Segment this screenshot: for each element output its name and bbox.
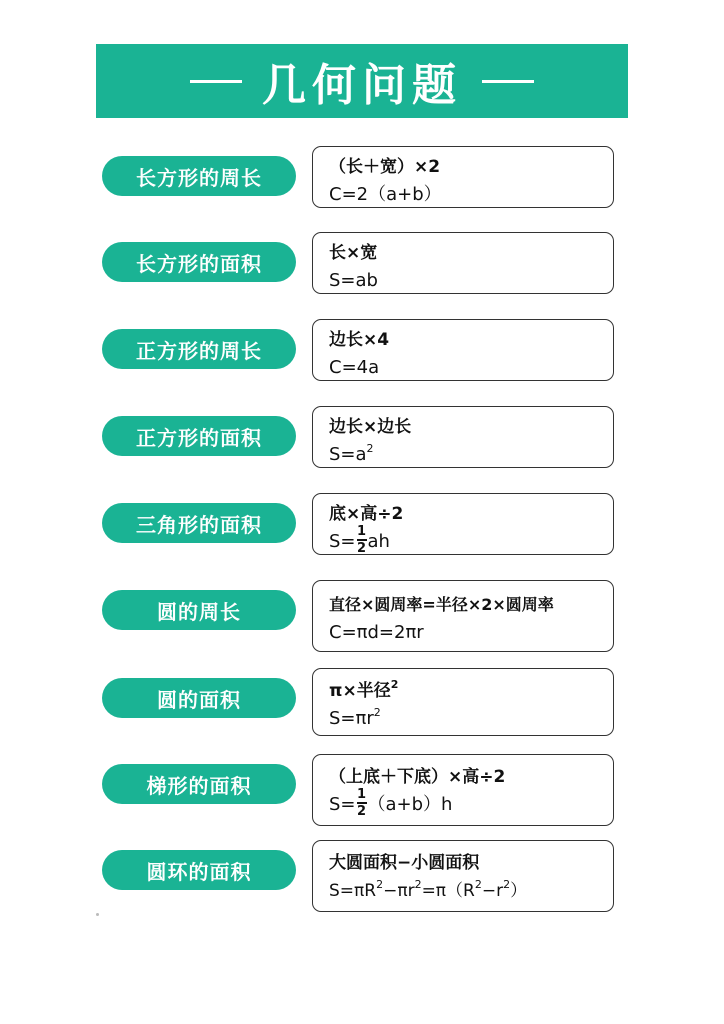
- formula-symbols: [329, 877, 613, 905]
- exponent: 2: [390, 678, 399, 691]
- formula-text: −πr: [383, 881, 415, 901]
- formula-text: S=a: [329, 444, 367, 465]
- formula-box: [312, 406, 614, 468]
- formula-box: [312, 754, 614, 826]
- formula-words: 底×高÷2: [329, 504, 404, 524]
- formula-text: S=πR: [329, 881, 377, 901]
- denominator: 2: [356, 540, 367, 556]
- formula-box: [312, 319, 614, 381]
- formula-words: 直径×圆周率=半径×2×圆周率: [329, 595, 554, 614]
- formula-box: [312, 146, 614, 208]
- formula-words: 边长×边长: [329, 417, 412, 437]
- formula-symbols: [329, 787, 613, 819]
- formula-text: S=πr: [329, 708, 374, 729]
- formula-row-rect-perimeter: [0, 146, 724, 216]
- numerator: 1: [356, 524, 367, 540]
- exponent: 2: [366, 442, 374, 455]
- topic-pill: 长方形的面积: [102, 242, 296, 282]
- formula-words: 大圆面积−小圆面积: [329, 853, 480, 873]
- formula-row-square-perimeter: [0, 319, 724, 389]
- denominator: 2: [356, 803, 367, 819]
- formula-symbols: [329, 705, 613, 733]
- topic-pill: 正方形的面积: [102, 416, 296, 456]
- formula-text: （a+b）h: [367, 794, 453, 815]
- formula-text: =π（R: [421, 881, 475, 901]
- topic-pill: 圆的面积: [102, 678, 296, 718]
- formula-row-annulus-area: [0, 840, 724, 910]
- formula-row-circle-area: [0, 668, 724, 738]
- formula-text: ah: [367, 531, 390, 552]
- numerator: 1: [356, 787, 367, 803]
- formula-box: [312, 840, 614, 912]
- exponent: 2: [414, 878, 422, 891]
- topic-pill: 圆的周长: [102, 590, 296, 630]
- formula-box: [312, 668, 614, 736]
- formula-symbols: C=πd=2πr: [329, 622, 424, 643]
- formula-row-circle-perimeter: [0, 580, 724, 650]
- fraction: [357, 525, 367, 555]
- formula-symbols: C=4a: [329, 357, 380, 378]
- formula-symbols: [329, 524, 613, 556]
- formula-box: [312, 493, 614, 555]
- topic-pill: 梯形的面积: [102, 764, 296, 804]
- formula-text: π×半径: [329, 681, 391, 701]
- formula-words: 长×宽: [329, 243, 378, 263]
- formula-words: （长＋宽）×2: [329, 157, 441, 177]
- scan-speck: [96, 913, 99, 916]
- formula-text: S=: [329, 794, 356, 815]
- exponent: 2: [503, 878, 511, 891]
- formula-symbols: C=2（a+b）: [329, 184, 442, 205]
- exponent: 2: [474, 878, 482, 891]
- topic-pill: 圆环的面积: [102, 850, 296, 890]
- formula-text: S=: [329, 531, 356, 552]
- exponent: 2: [376, 878, 384, 891]
- topic-pill: 三角形的面积: [102, 503, 296, 543]
- formula-text: ）: [510, 881, 528, 901]
- formula-text: −r: [481, 881, 504, 901]
- exponent: 2: [373, 706, 381, 719]
- right-dash: [482, 80, 534, 83]
- formula-symbols: S=ab: [329, 270, 378, 291]
- title-banner: [96, 44, 628, 118]
- formula-row-square-area: [0, 406, 724, 476]
- left-dash: [190, 80, 242, 83]
- formula-box: [312, 580, 614, 652]
- topic-pill: 正方形的周长: [102, 329, 296, 369]
- formula-row-triangle-area: [0, 493, 724, 563]
- page-title: 几何问题: [262, 60, 462, 111]
- formula-row-trapezoid-area: [0, 754, 724, 824]
- formula-row-rect-area: [0, 232, 724, 302]
- formula-box: [312, 232, 614, 294]
- topic-pill: 长方形的周长: [102, 156, 296, 196]
- formula-words: 边长×4: [329, 330, 390, 350]
- formula-words: （上底＋下底）×高÷2: [329, 767, 506, 787]
- formula-words: [329, 677, 613, 705]
- fraction: [357, 788, 367, 818]
- formula-symbols: [329, 441, 613, 469]
